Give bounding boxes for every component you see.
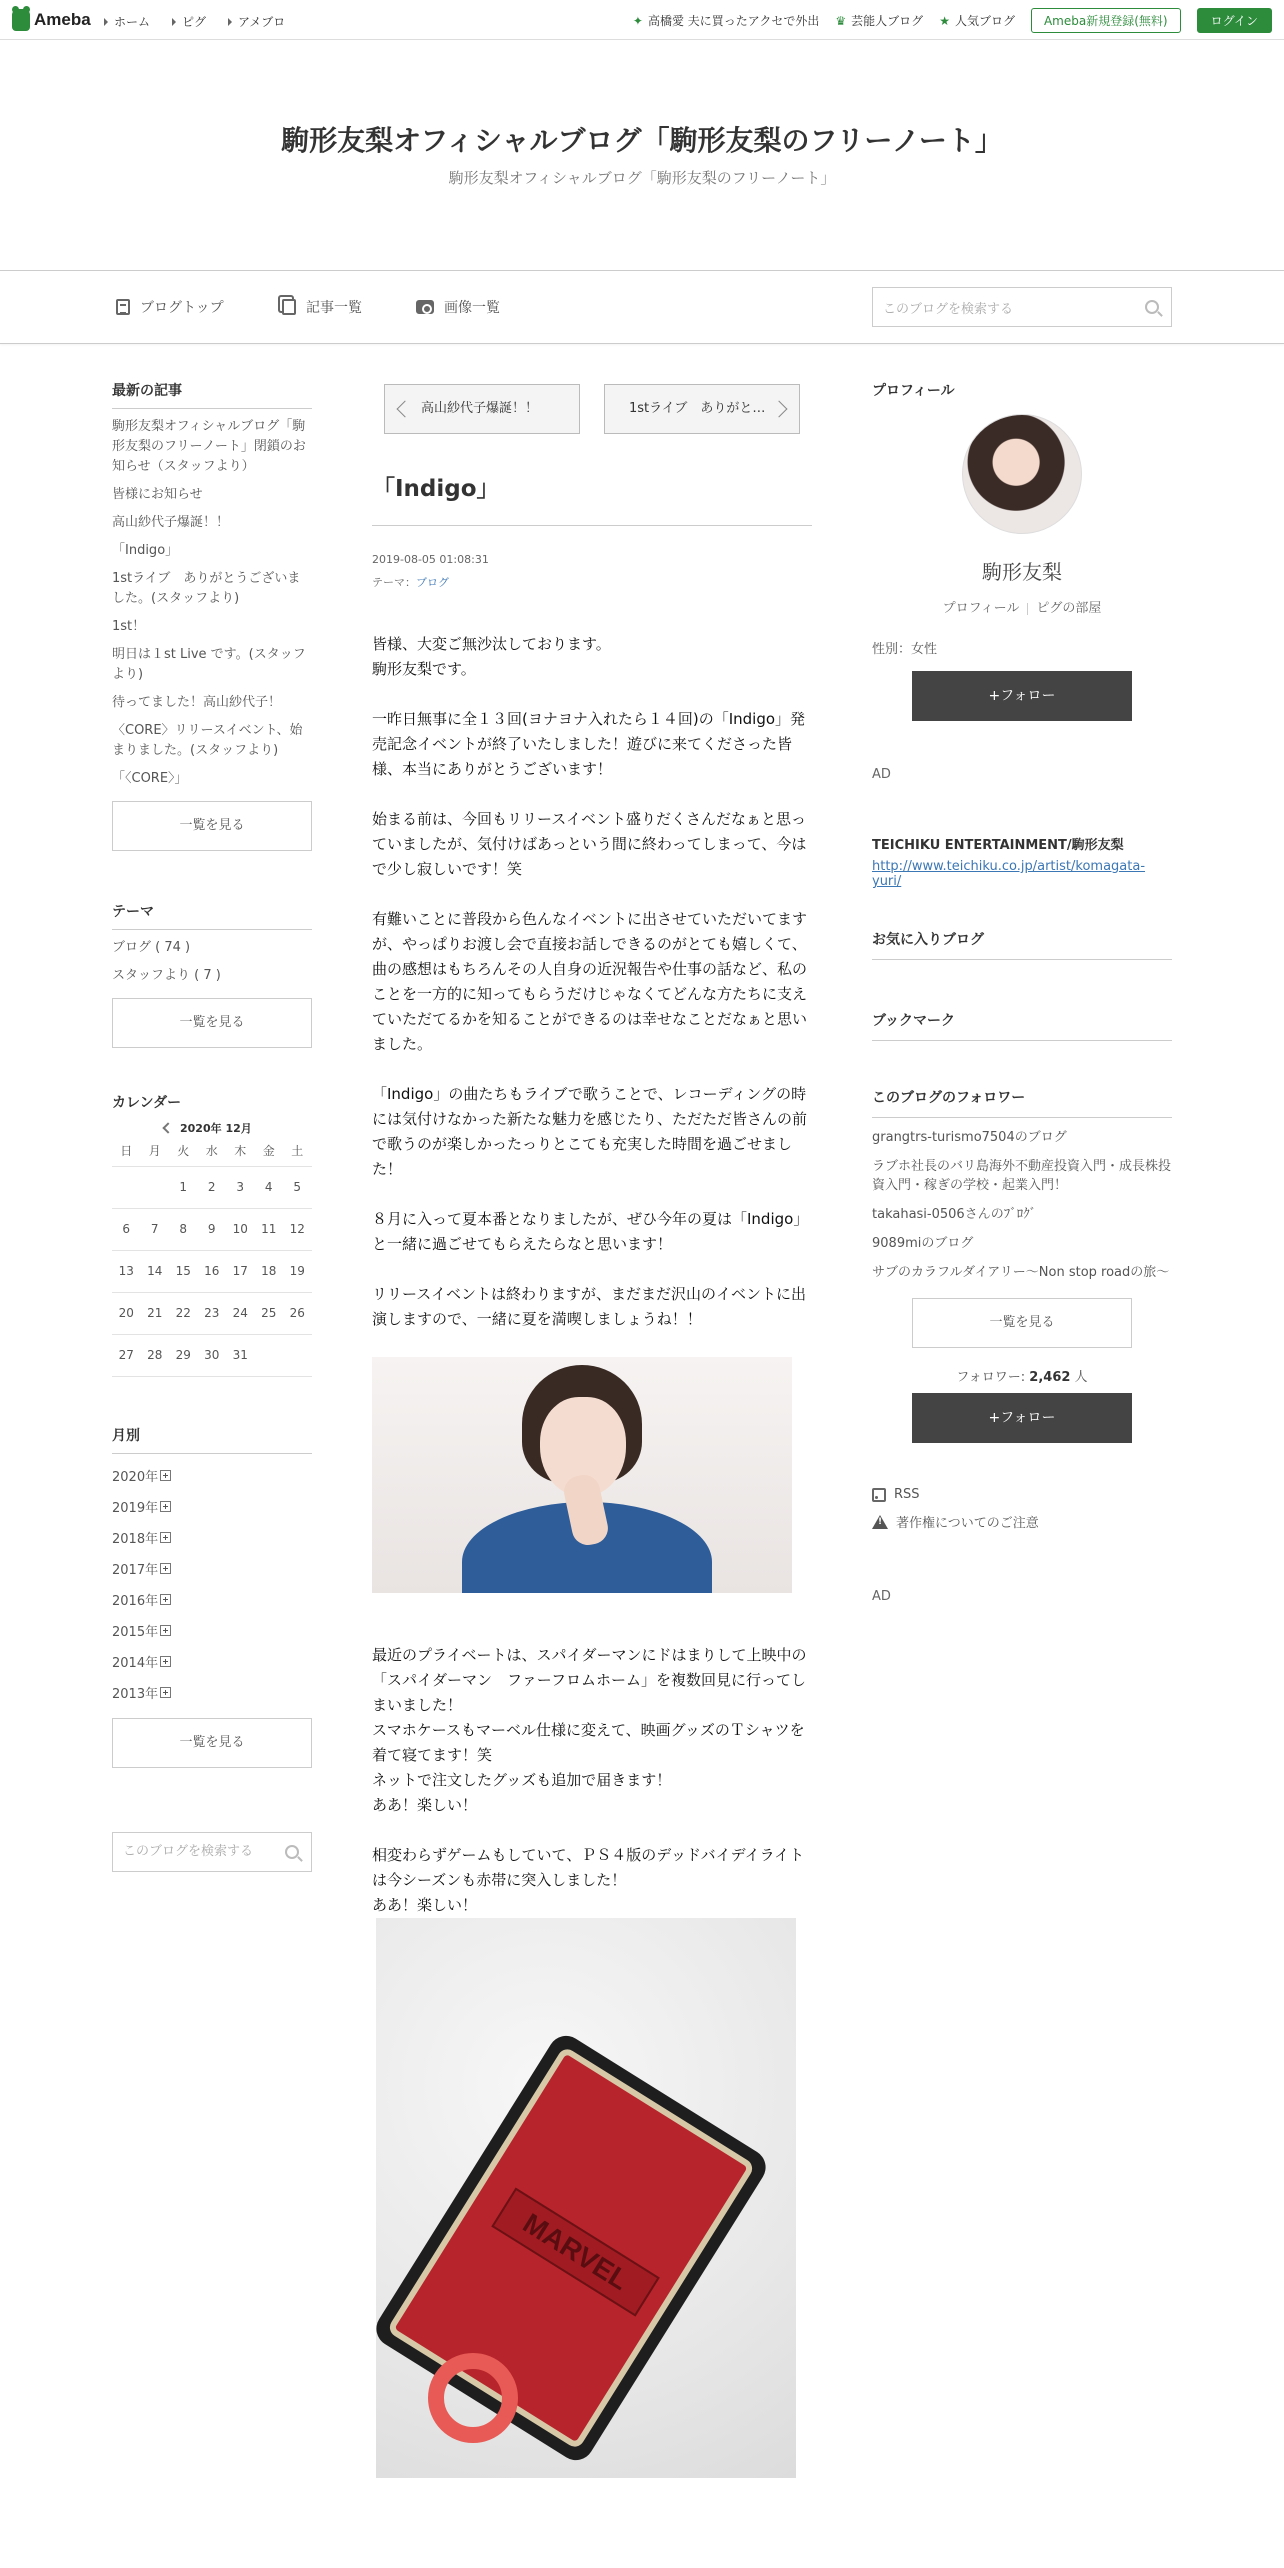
calendar-day[interactable]: 7 xyxy=(150,1222,159,1236)
calendar-day[interactable]: 6 xyxy=(122,1222,131,1236)
prev-entry-link[interactable] xyxy=(384,384,580,434)
calendar-day[interactable]: 20 xyxy=(118,1306,134,1320)
profile-links xyxy=(872,597,1172,616)
blog-subtitle: 駒形友梨オフィシャルブログ「駒形友梨のフリーノート」 xyxy=(448,169,836,187)
nav-image-list[interactable] xyxy=(416,297,500,317)
blog-title[interactable]: 駒形友梨オフィシャルブログ「駒形友梨のフリーノート」 xyxy=(281,124,1003,157)
profile-title: プロフィール xyxy=(872,383,955,399)
archive-year[interactable] xyxy=(112,1621,312,1640)
follower-item[interactable]: サブのカラフルダイアリー～Non stop roadの旅～ xyxy=(872,1265,1170,1280)
login-button[interactable]: ログイン xyxy=(1197,8,1272,33)
marvel-logo: MARVEL xyxy=(491,2187,660,2316)
register-button[interactable]: Ameba新規登録(無料) xyxy=(1031,8,1181,33)
calendar-day[interactable]: 1 xyxy=(179,1180,188,1194)
entry-paragraph: 皆様、大変ご無沙汰しております。 駒形友梨です。 xyxy=(372,635,611,678)
recent-entries-list xyxy=(112,417,312,789)
calendar-day[interactable]: 19 xyxy=(289,1264,305,1278)
calendar-header xyxy=(112,1120,312,1136)
recent-entry[interactable]: 1st！ xyxy=(112,619,146,634)
follower-item[interactable]: grangtrs-turismo7504のブログ xyxy=(872,1130,1067,1145)
recent-entry[interactable]: 高山紗代子爆誕！！ xyxy=(112,515,230,530)
calendar-day[interactable]: 16 xyxy=(204,1264,220,1278)
nav-entry-list[interactable] xyxy=(282,297,362,317)
calendar-day[interactable]: 13 xyxy=(118,1264,134,1278)
calendar-day[interactable]: 22 xyxy=(175,1306,191,1320)
archive-more-button[interactable]: 一覧を見る xyxy=(112,1718,312,1768)
recent-entry[interactable]: 明日は１st Live です。(スタッフより) xyxy=(112,647,306,682)
followers-more-button[interactable]: 一覧を見る xyxy=(912,1298,1132,1348)
calendar-dow: 土 xyxy=(291,1144,304,1158)
search-icon[interactable] xyxy=(1145,300,1159,314)
copyright-label: 著作権についてのご注意 xyxy=(896,1516,1039,1531)
celebrity-blog-label: 芸能人ブログ xyxy=(851,14,924,28)
nav-ameblo-label: アメブロ xyxy=(238,15,286,29)
global-right-links xyxy=(633,8,1272,33)
copyright-link[interactable] xyxy=(872,1512,1172,1531)
theme-title: テーマ xyxy=(112,901,312,930)
recent-entry[interactable]: 皆様にお知らせ xyxy=(112,487,203,502)
entry-paragraph: 最近のプライベートは、スパイダーマンにドはまりして上映中の「スパイダーマン ファーフロムホーム」を複数回見に行ってしまいました！ スマホケースもマーベル仕様に変えて、映画グッズのＴシャツを着て寝てます！笑 ネットで注文したグッズも追加で届きます！ ああ！楽しい！ xyxy=(372,1646,807,1814)
ad-label-2: AD xyxy=(872,1589,891,1604)
nav-blog-top-label: ブログトップ xyxy=(140,300,224,316)
calendar-month: 2020年 12月 xyxy=(180,1122,252,1135)
follower-item[interactable]: takahasi-0506さんのﾌﾞﾛｸﾞ xyxy=(872,1207,1037,1222)
expand-plus-icon[interactable] xyxy=(160,1656,171,1667)
side-search-placeholder: このブログを検索する xyxy=(123,1844,254,1859)
nav-image-list-label: 画像一覧 xyxy=(444,300,500,316)
calendar-day[interactable]: 28 xyxy=(147,1348,163,1362)
calendar-week xyxy=(112,1251,312,1293)
calendar-day[interactable]: 27 xyxy=(118,1348,134,1362)
calendar-day[interactable]: 2 xyxy=(207,1180,216,1194)
archive-year-label: 2017年 xyxy=(112,1563,159,1578)
archive-year-label: 2016年 xyxy=(112,1594,159,1609)
ameba-logo[interactable] xyxy=(12,9,91,31)
entry-paragraphs-2 xyxy=(372,1643,812,1918)
selfie-photo[interactable] xyxy=(372,1357,792,1593)
theme-item[interactable]: スタッフより ( 7 ) xyxy=(112,968,221,983)
recent-entry[interactable]: 1stライブ ありがとうございました。(スタッフより) xyxy=(112,571,301,606)
calendar-dow: 木 xyxy=(234,1144,247,1158)
star-icon: ★ xyxy=(939,13,950,28)
phone-case-photo[interactable] xyxy=(376,1918,796,2478)
calendar-day[interactable]: 10 xyxy=(232,1222,248,1236)
theme-list xyxy=(112,938,312,986)
recent-entry[interactable]: 〈CORE〉リリースイベント、始まりました。(スタッフより) xyxy=(112,723,303,758)
camera-icon xyxy=(416,300,434,314)
profile-name[interactable]: 駒形友梨 xyxy=(982,560,1062,584)
calendar-day[interactable]: 8 xyxy=(179,1222,188,1236)
global-header xyxy=(0,0,1284,40)
follower-count xyxy=(872,1366,1172,1385)
calendar-day xyxy=(283,1335,312,1376)
calendar-day[interactable]: 26 xyxy=(289,1306,305,1320)
archive-title: 月別 xyxy=(112,1425,312,1454)
pig-room-link[interactable]: ピグの部屋 xyxy=(1036,601,1102,616)
calendar-day[interactable]: 9 xyxy=(207,1222,216,1236)
logo-text: Ameba xyxy=(34,10,91,29)
expand-plus-icon[interactable] xyxy=(160,1687,171,1698)
calendar-day[interactable]: 25 xyxy=(261,1306,277,1320)
chevron-right-icon xyxy=(771,401,788,418)
divider xyxy=(1027,603,1028,615)
calendar-day[interactable]: 12 xyxy=(289,1222,305,1236)
calendar-dow: 金 xyxy=(262,1144,275,1158)
entry-body xyxy=(372,632,812,2478)
recent-entry[interactable]: 待ってました！高山紗代子！ xyxy=(112,695,282,710)
calendar-day[interactable]: 15 xyxy=(175,1264,191,1278)
bookmark-title: ブックマーク xyxy=(872,1010,1172,1041)
calendar-day[interactable]: 23 xyxy=(204,1306,220,1320)
followers-title: このブログのフォロワー xyxy=(872,1087,1172,1118)
ameba-frog-icon xyxy=(12,9,30,31)
teichiku-title: TEICHIKU ENTERTAINMENT/駒形友梨 xyxy=(872,838,1124,853)
follower-count-unit: 人 xyxy=(1070,1370,1088,1385)
popular-blog-label: 人気ブログ xyxy=(954,14,1015,28)
search-icon[interactable] xyxy=(285,1845,299,1859)
favorites-title: お気に入りブログ xyxy=(872,929,1172,960)
calendar-day xyxy=(141,1167,170,1208)
calendar-grid xyxy=(112,1136,312,1377)
blog-header xyxy=(0,41,1284,271)
calendar-dow: 月 xyxy=(148,1144,161,1158)
expand-plus-icon[interactable] xyxy=(160,1470,171,1481)
calendar-day[interactable]: 21 xyxy=(147,1306,163,1320)
calendar-day[interactable]: 5 xyxy=(293,1180,302,1194)
archive-year-label: 2018年 xyxy=(112,1532,159,1547)
nav-entry-list-label: 記事一覧 xyxy=(306,300,362,316)
archive-year[interactable] xyxy=(112,1652,312,1671)
theme-more-button[interactable]: 一覧を見る xyxy=(112,998,312,1048)
entry-paragraph: 「Indigo」の曲たちもライブで歌うことで、レコーディングの時には気付けなかった新たな魅力を感じたり、ただただ皆さんの前で歌うのが楽しかったっりとこても充実した時間を過ごせました！ xyxy=(372,1085,808,1178)
calendar-dow: 日 xyxy=(120,1144,133,1158)
archive-year[interactable] xyxy=(112,1683,312,1702)
entry-paragraph: 一昨日無事に全１３回(ヨナヨナ入れたら１４回)の「Indigo」発売記念イベントが終了いたしました！遊びに来てくださった皆様、本当にありがとうございます！ xyxy=(372,710,806,778)
copy-icon xyxy=(282,299,296,315)
triangle-icon xyxy=(104,18,108,26)
theme-item[interactable]: ブログ ( 74 ) xyxy=(112,940,191,955)
chevron-left-icon xyxy=(397,401,414,418)
search-placeholder: このブログを検索する xyxy=(883,301,1014,317)
calendar-title: カレンダー xyxy=(112,1095,182,1111)
recent-entry[interactable]: 「Indigo」 xyxy=(112,543,179,558)
archive-list xyxy=(112,1466,312,1702)
follower-item[interactable]: 9089miのブログ xyxy=(872,1236,974,1251)
calendar-day[interactable]: 30 xyxy=(204,1348,220,1362)
theme-prefix: テーマ： xyxy=(372,576,416,589)
calendar-dow: 火 xyxy=(177,1144,190,1158)
entry-pager xyxy=(372,380,812,434)
entry-paragraph: 相変わらずゲームもしていて、ＰＳ４版のデッドバイデイライトは今シーズンも赤帯に突入しました！ ああ！楽しい！ xyxy=(372,1846,805,1914)
archive-year-label: 2019年 xyxy=(112,1501,159,1516)
nav-home[interactable] xyxy=(104,13,150,30)
calendar-day[interactable]: 11 xyxy=(261,1222,277,1236)
entry-paragraph: ８月に入って夏本番となりましたが、ぜひ今年の夏は「Indigo」と一緒に過ごせてもらえたらなと思います！ xyxy=(372,1210,809,1253)
calendar-day[interactable]: 17 xyxy=(232,1264,248,1278)
calendar-dow-row xyxy=(112,1136,312,1167)
prev-entry-label: 高山紗代子爆誕！！ xyxy=(421,401,539,416)
expand-plus-icon[interactable] xyxy=(160,1594,171,1605)
follower-count-value: 2,462 xyxy=(1029,1370,1071,1385)
entry-date: 2019-08-05 01:08:31 xyxy=(372,553,489,566)
calendar-week xyxy=(112,1335,312,1377)
expand-plus-icon[interactable] xyxy=(160,1563,171,1574)
archive-year[interactable] xyxy=(112,1590,312,1609)
follower-item[interactable]: ラブホ社長のバリ島海外不動産投資入門・成長株投資入門・稼ぎの学校・起業入門！ xyxy=(872,1159,1172,1193)
calendar-day[interactable]: 3 xyxy=(236,1180,245,1194)
news-link-label: 高橋愛 夫に買ったアクセで外出 xyxy=(647,14,820,28)
calendar-day[interactable]: 24 xyxy=(232,1306,248,1320)
nav-blog-top[interactable] xyxy=(116,297,224,317)
nav-home-label: ホーム xyxy=(114,15,151,29)
follower-count-label: フォロワー: xyxy=(956,1370,1030,1385)
expand-plus-icon[interactable] xyxy=(160,1532,171,1543)
nav-ameblo[interactable] xyxy=(228,13,285,30)
calendar-day xyxy=(255,1335,284,1376)
archive-year-label: 2014年 xyxy=(112,1656,159,1671)
ad-label: AD xyxy=(872,767,891,782)
archive-year[interactable] xyxy=(112,1466,312,1485)
document-icon xyxy=(116,299,130,315)
archive-year-label: 2013年 xyxy=(112,1687,159,1702)
entry-title: 「Indigo」 xyxy=(372,470,812,526)
triangle-icon xyxy=(228,18,232,26)
recent-entries-title: 最新の記事 xyxy=(112,380,312,409)
chevron-left-icon[interactable] xyxy=(162,1122,173,1133)
profile-avatar[interactable] xyxy=(962,414,1082,534)
nav-pigg[interactable] xyxy=(172,13,206,30)
popular-blog-link[interactable] xyxy=(939,12,1015,29)
archive-year[interactable] xyxy=(112,1559,312,1578)
triangle-icon xyxy=(172,18,176,26)
calendar-day[interactable]: 31 xyxy=(232,1348,248,1362)
sparkle-icon: ✦ xyxy=(632,13,643,28)
entry-theme xyxy=(372,571,812,594)
calendar-week xyxy=(112,1209,312,1251)
next-entry-label: 1stライブ ありがと… xyxy=(629,401,766,416)
left-sidebar xyxy=(112,380,312,1872)
archive-year-label: 2020年 xyxy=(112,1470,159,1485)
entry-paragraph: リリースイベントは終わりますが、まだまだ沢山のイベントに出演しますので、一緒に夏を満喫しましょうね！！ xyxy=(372,1285,806,1328)
archive-year-label: 2015年 xyxy=(112,1625,159,1640)
crown-icon: ♛ xyxy=(835,13,847,28)
follow-button[interactable]: +フォロー xyxy=(912,671,1132,721)
celebrity-blog-link[interactable] xyxy=(835,12,923,29)
entry-paragraph: 始まる前は、今回もリリースイベント盛りだくさんだなぁと思っていましたが、気付けばあっという間に終わってしまって、今はで少し寂しいです！笑 xyxy=(372,810,807,878)
blog-search-input[interactable] xyxy=(872,287,1172,327)
blog-nav xyxy=(0,271,1284,344)
calendar-week xyxy=(112,1167,312,1209)
recent-entry[interactable]: 「〈CORE〉」 xyxy=(112,771,188,786)
expand-plus-icon[interactable] xyxy=(160,1501,171,1512)
profile-link[interactable]: プロフィール xyxy=(942,601,1020,616)
recent-more-button[interactable]: 一覧を見る xyxy=(112,801,312,851)
right-sidebar xyxy=(872,380,1172,1604)
archive-year[interactable] xyxy=(112,1497,312,1516)
rss-link[interactable] xyxy=(872,1487,1172,1502)
calendar-dow: 水 xyxy=(205,1144,218,1158)
entry-meta xyxy=(372,548,812,594)
rss-icon xyxy=(872,1488,886,1502)
calendar-day[interactable]: 4 xyxy=(264,1180,273,1194)
archive-year[interactable] xyxy=(112,1528,312,1547)
expand-plus-icon[interactable] xyxy=(160,1625,171,1636)
profile-gender: 性別：女性 xyxy=(872,642,938,657)
calendar-week xyxy=(112,1293,312,1335)
theme-link[interactable]: ブログ xyxy=(416,576,449,589)
teichiku-link[interactable]: http://www.teichiku.co.jp/artist/komagata-yuri/ xyxy=(872,859,1146,889)
news-link[interactable] xyxy=(633,12,820,29)
global-nav xyxy=(104,13,285,30)
spiderman-ring xyxy=(428,2353,518,2443)
recent-entry[interactable]: 駒形友梨オフィシャルブログ「駒形友梨のフリーノート」閉鎖のお知らせ（スタッフより） xyxy=(112,419,306,474)
next-entry-link[interactable] xyxy=(604,384,800,434)
calendar-day xyxy=(112,1167,141,1208)
calendar-day[interactable]: 14 xyxy=(147,1264,163,1278)
nav-pigg-label: ピグ xyxy=(182,15,207,29)
followers-list xyxy=(872,1128,1172,1282)
follow-button-2[interactable]: +フォロー xyxy=(912,1393,1132,1443)
entry-paragraph: 有難いことに普段から色んなイベントに出させていただいてますが、やっぱりお渡し会で直接お話しできるのがとても嬉しくて、曲の感想はもちろんその人自身の近況報告や仕事の話など、私のことを一方的に知ってもらうだけじゃなくてどんな方たちに支えていただてるかを知ることができるのは幸せなことだなぁと思いました。 xyxy=(372,910,808,1053)
warning-icon xyxy=(872,1515,888,1529)
side-search-input[interactable] xyxy=(112,1832,312,1872)
calendar-day[interactable]: 18 xyxy=(261,1264,277,1278)
rss-label: RSS xyxy=(894,1487,920,1502)
entry-paragraphs xyxy=(372,632,812,1332)
calendar-day[interactable]: 29 xyxy=(175,1348,191,1362)
main-content xyxy=(372,380,812,2478)
